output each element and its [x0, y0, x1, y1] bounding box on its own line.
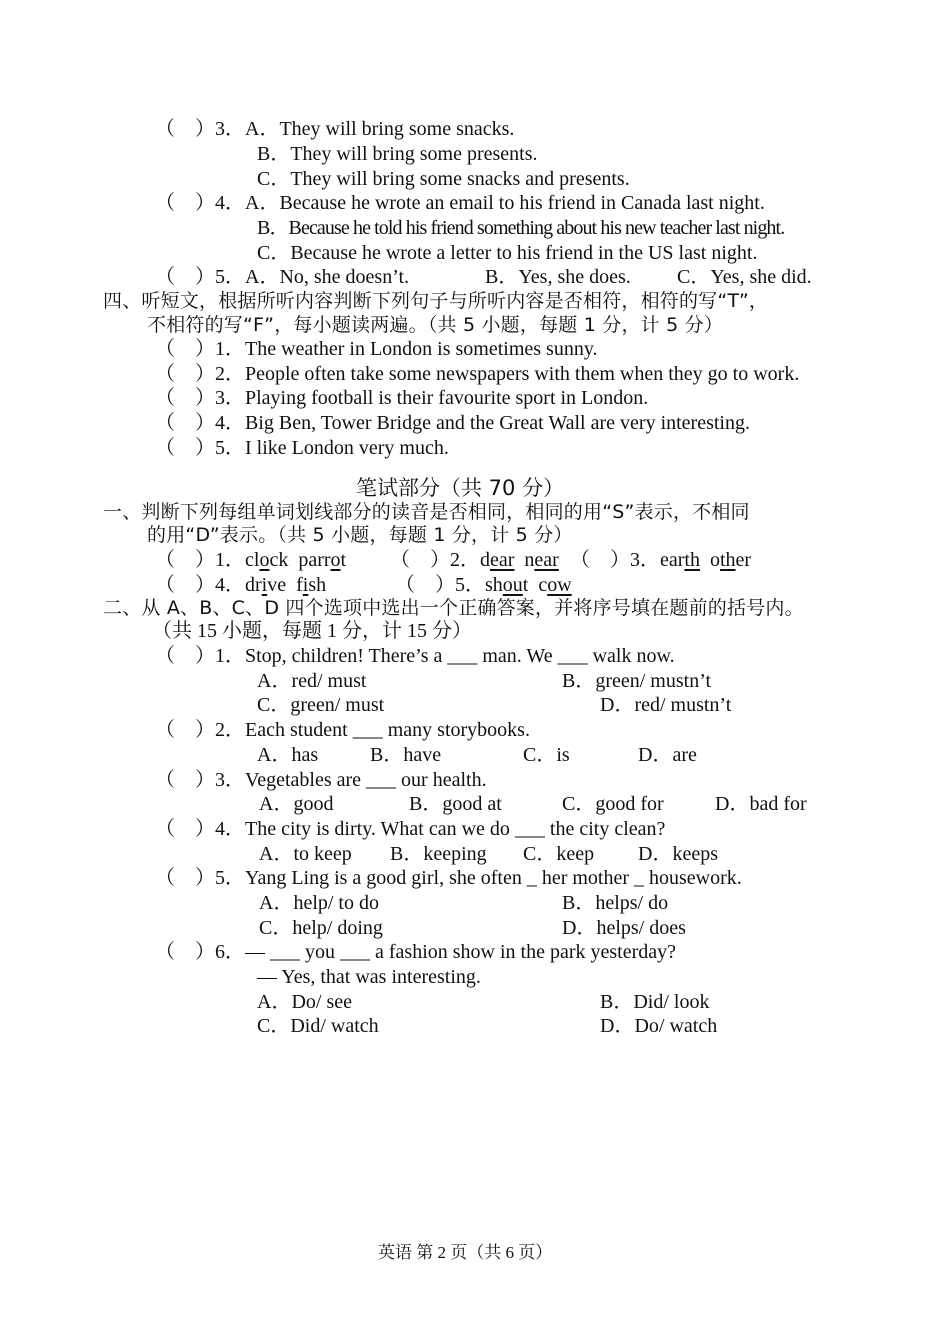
- mc-q4-stem: （ ）4．The city is dirty. What can we do ___ the city clean?: [155, 818, 666, 840]
- phonics-q4-word2-underline: i: [302, 574, 309, 596]
- mc-q4-option-a: A．to keep: [259, 843, 352, 865]
- phonics-q3-word2-underline: th: [719, 549, 736, 571]
- phonics-q3-word2: other: [709, 549, 752, 571]
- mc-q3-stem: （ ）3．Vegetables are ___ our health.: [155, 769, 487, 791]
- phonics-q4-prefix: （ ）4．: [155, 574, 245, 596]
- mc-q1-stem: （ ）1．Stop, children! There’s a ___ man. We ___ walk now.: [155, 645, 675, 667]
- written1-heading-line1: 一、判断下列每组单词划线部分的读音是否相同，相同的用“S”表示，不相同: [103, 501, 750, 523]
- written-part-title: 笔试部分（共 70 分）: [356, 476, 565, 500]
- section4-item-3: （ ）3．Playing football is their favourite sport in London.: [155, 387, 649, 409]
- mc-q1-option-a: A．red/ must: [257, 670, 367, 692]
- section4-heading-line2: 不相符的写“F”，每小题读两遍。（共 5 小题，每题 1 分，计 5 分）: [147, 314, 724, 336]
- listen-q5-option-c: C．Yes, she did.: [677, 266, 812, 288]
- mc-q2-option-b: B．have: [370, 744, 442, 766]
- mc-q1-option-d: D．red/ mustn’t: [600, 694, 732, 716]
- mc-q6-option-b: B．Did/ look: [600, 991, 710, 1013]
- phonics-q3-prefix: （ ）3．: [570, 549, 660, 571]
- section4-heading-line1: 四、听短文，根据所听内容判断下列句子与所听内容是否相符，相符的写“T”，: [103, 290, 769, 312]
- mc-q3-option-a: A．good: [259, 793, 334, 815]
- written2-heading-line2: （共 15 小题，每题 1 分，计 15 分）: [152, 620, 472, 642]
- section4-item-2: （ ）2．People often take some newspapers with them when they go to work.: [155, 363, 800, 385]
- phonics-q2-prefix: （ ）2．: [390, 549, 480, 571]
- written1-heading-line2: 的用“D”表示。（共 5 小题，每题 1 分，计 5 分）: [147, 524, 573, 546]
- phonics-q5-prefix: （ ）5．: [395, 574, 485, 596]
- mc-q2-option-c: C．is: [523, 744, 570, 766]
- listen-q3-option-b: B．They will bring some presents.: [257, 143, 538, 165]
- listen-q4-option-a: （ ）4．A．Because he wrote an email to his friend in Canada last night.: [155, 192, 765, 214]
- phonics-q2: [390, 548, 559, 573]
- phonics-q2-word1: dear: [480, 549, 515, 571]
- phonics-q3: [570, 548, 751, 573]
- mc-q6-reply: — Yes, that was interesting.: [257, 966, 481, 988]
- phonics-q2-word2-underline: ear: [534, 549, 559, 571]
- section4-item-5: （ ）5．I like London very much.: [155, 437, 449, 459]
- mc-q2-option-a: A．has: [257, 744, 319, 766]
- phonics-q3-word1-underline: th: [684, 549, 700, 571]
- phonics-q1-word2: parrot: [298, 549, 347, 571]
- section4-item-4: （ ）4．Big Ben, Tower Bridge and the Great Wall are very interesting.: [155, 412, 750, 434]
- mc-q4-option-c: C．keep: [523, 843, 595, 865]
- mc-q4-option-b: B．keeping: [390, 843, 487, 865]
- phonics-q1-word2-underline: o: [330, 549, 341, 571]
- phonics-q1-word1: clock: [245, 549, 289, 571]
- listen-q3-option-a: （ ）3．A．They will bring some snacks.: [155, 118, 515, 140]
- listen-q4-option-c: C．Because he wrote a letter to his friend in the US last night.: [257, 242, 758, 264]
- mc-q5-option-c: C．help/ doing: [259, 917, 383, 939]
- phonics-q5-word1-underline: ou: [502, 574, 523, 596]
- mc-q1-option-b: B．green/ mustn’t: [562, 670, 712, 692]
- phonics-q4-word2: fish: [296, 574, 327, 596]
- mc-q5-stem: （ ）5．Yang Ling is a good girl, she often _ her mother _ housework.: [155, 867, 742, 889]
- mc-q3-option-d: D．bad for: [715, 793, 807, 815]
- mc-q6-option-d: D．Do/ watch: [600, 1015, 718, 1037]
- listen-q3-option-c: C．They will bring some snacks and presents.: [257, 168, 630, 190]
- phonics-q3-word1: earth: [660, 549, 700, 571]
- mc-q1-option-c: C．green/ must: [257, 694, 385, 716]
- phonics-q5-word2: cow: [538, 574, 572, 596]
- listen-q5-option-a: （ ）5．A．No, she doesn’t.: [155, 266, 410, 288]
- mc-q6-option-c: C．Did/ watch: [257, 1015, 379, 1037]
- mc-q5-option-a: A．help/ to do: [259, 892, 379, 914]
- written2-heading-line1: 二、从 A、B、C、D 四个选项中选出一个正确答案，并将序号填在题前的括号内。: [103, 597, 804, 619]
- listen-q5-option-b: B．Yes, she does.: [485, 266, 631, 288]
- mc-q3-option-c: C．good for: [562, 793, 664, 815]
- section4-item-1: （ ）1．The weather in London is sometimes sunny.: [155, 338, 598, 360]
- phonics-q4: [155, 573, 326, 598]
- mc-q5-option-d: D．helps/ does: [562, 917, 686, 939]
- listen-q4-option-b: B．Because he told his friend something about his new teacher last night.: [257, 217, 785, 239]
- phonics-q4-word1-underline: i: [261, 574, 268, 596]
- phonics-q5-word1: shout: [485, 574, 529, 596]
- phonics-q5: [395, 573, 572, 598]
- phonics-q5-word2-underline: ow: [547, 574, 572, 596]
- mc-q6-stem: （ ）6．— ___ you ___ a fashion show in the park yesterday?: [155, 941, 677, 963]
- mc-q6-option-a: A．Do/ see: [257, 991, 352, 1013]
- mc-q3-option-b: B．good at: [409, 793, 502, 815]
- phonics-q2-word2: near: [524, 549, 559, 571]
- phonics-q1: [155, 548, 346, 573]
- mc-q5-option-b: B．helps/ do: [562, 892, 669, 914]
- phonics-q4-word1: drive: [245, 574, 287, 596]
- mc-q2-option-d: D．are: [638, 744, 697, 766]
- phonics-q1-prefix: （ ）1．: [155, 549, 245, 571]
- phonics-q1-word1-underline: o: [259, 549, 270, 571]
- phonics-q2-word1-underline: ear: [490, 549, 515, 571]
- mc-q4-option-d: D．keeps: [638, 843, 718, 865]
- mc-q2-stem: （ ）2．Each student ___ many storybooks.: [155, 719, 530, 741]
- page-footer: 英语 第 2 页（共 6 页）: [378, 1243, 553, 1262]
